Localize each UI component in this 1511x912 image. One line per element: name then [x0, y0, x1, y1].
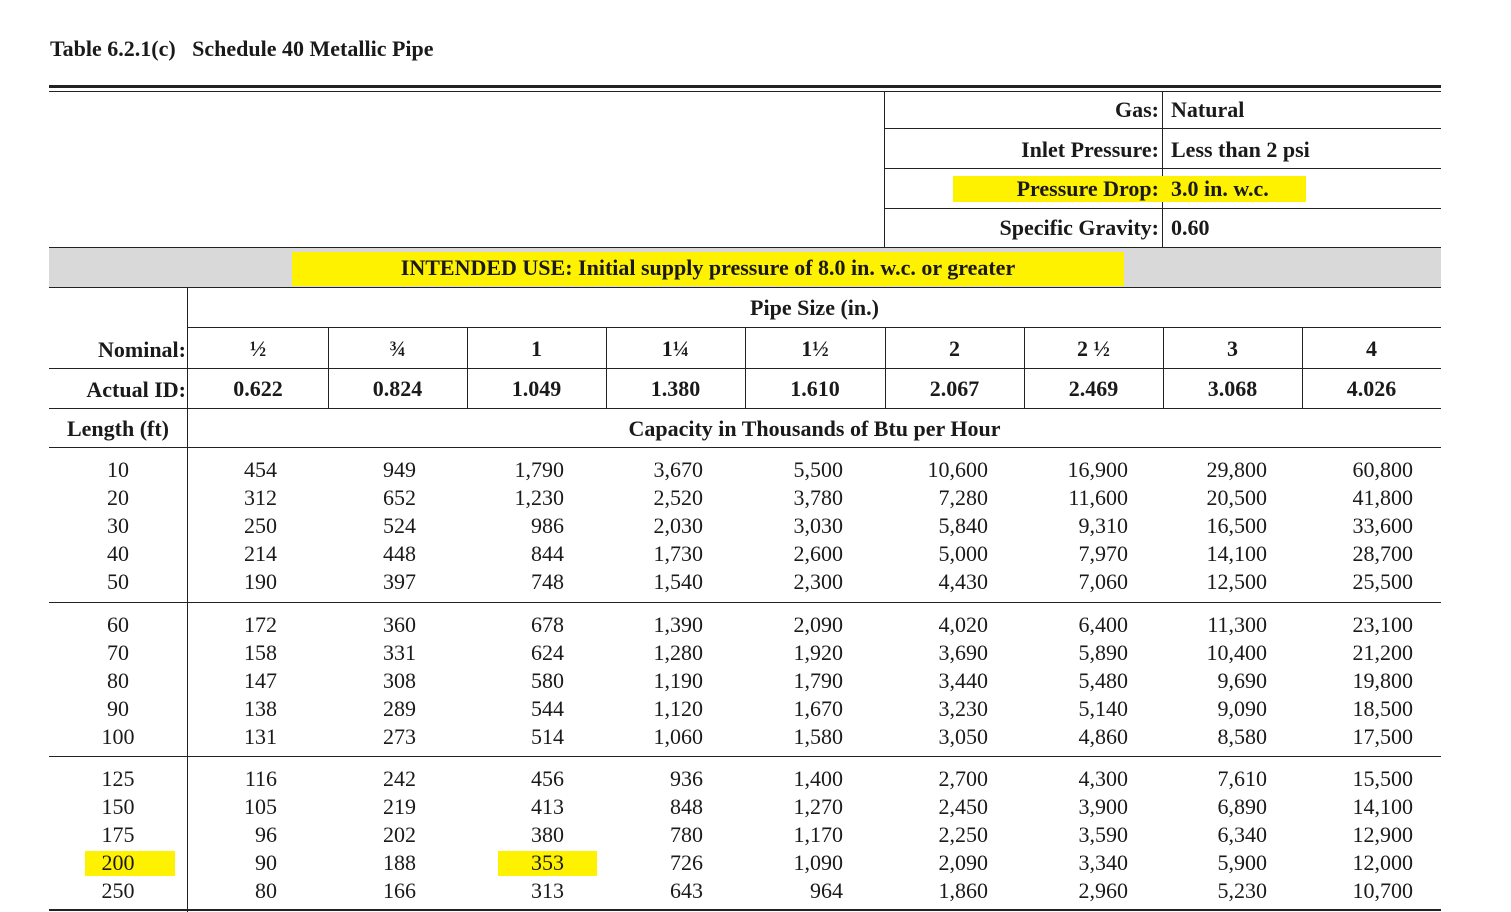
length-value: 125	[101, 766, 135, 791]
actual-id: 2.469	[1068, 376, 1119, 401]
length-value: 200	[101, 850, 135, 875]
capacity-value: 16,900	[1067, 457, 1128, 482]
bottom-rule	[49, 909, 1441, 911]
capacity-value: 5,900	[1217, 850, 1267, 875]
nominal-size: 4	[1366, 336, 1377, 361]
capacity-value: 1,400	[793, 766, 843, 791]
actual-id: 1.610	[790, 376, 840, 401]
capacity-value: 6,340	[1217, 822, 1267, 847]
capacity-value: 1,670	[793, 696, 843, 721]
capacity-value: 7,060	[1078, 569, 1128, 594]
capacity-value: 11,300	[1207, 612, 1267, 637]
capacity-value: 2,090	[938, 850, 988, 875]
capacity-value: 4,300	[1078, 766, 1128, 791]
capacity-value: 2,600	[793, 541, 843, 566]
capacity-value: 580	[531, 668, 564, 693]
capacity-value: 5,000	[938, 541, 988, 566]
capacity-value: 2,520	[653, 485, 703, 510]
actual-id: 4.026	[1346, 376, 1397, 401]
capacity-value: 1,730	[653, 541, 703, 566]
length-value: 70	[107, 640, 129, 665]
capacity-value: 313	[531, 878, 564, 903]
capacity-value: 1,790	[793, 668, 843, 693]
capacity-value: 2,250	[938, 822, 988, 847]
capacity-value: 1,540	[653, 569, 703, 594]
nominal-size: 1¼	[661, 336, 690, 361]
capacity-value: 5,480	[1078, 668, 1128, 693]
group-separator	[49, 602, 1441, 603]
capacity-value: 1,270	[793, 794, 843, 819]
capacity-value: 21,200	[1352, 640, 1413, 665]
condition-value: 0.60	[1171, 215, 1210, 240]
capacity-value: 214	[244, 541, 277, 566]
capacity-value: 25,500	[1352, 569, 1413, 594]
capacity-value: 116	[244, 766, 277, 791]
capacity-value: 848	[670, 794, 703, 819]
capacity-value: 397	[383, 569, 416, 594]
capacity-value: 17,500	[1352, 724, 1413, 749]
capacity-value: 986	[531, 513, 564, 538]
capacity-value: 312	[244, 485, 277, 510]
capacity-value: 16,500	[1206, 513, 1267, 538]
capacity-value: 14,100	[1352, 794, 1413, 819]
nominal-size: ¾	[389, 336, 406, 361]
capacity-value: 190	[244, 569, 277, 594]
capacity-value: 726	[670, 850, 703, 875]
capacity-value: 289	[383, 696, 416, 721]
capacity-value: 172	[244, 612, 277, 637]
capacity-value: 242	[383, 766, 416, 791]
capacity-value: 3,590	[1078, 822, 1128, 847]
capacity-value: 23,100	[1352, 612, 1413, 637]
capacity-value: 12,000	[1352, 850, 1413, 875]
capacity-value: 80	[255, 878, 277, 903]
length-label: Length (ft)	[66, 416, 170, 441]
capacity-value: 5,140	[1078, 696, 1128, 721]
capacity-value: 131	[244, 724, 277, 749]
capacity-value: 2,960	[1078, 878, 1128, 903]
capacity-value: 96	[255, 822, 277, 847]
capacity-value: 3,780	[793, 485, 843, 510]
length-value: 90	[107, 696, 129, 721]
capacity-value: 6,400	[1078, 612, 1128, 637]
capacity-value: 19,800	[1352, 668, 1413, 693]
capacity-value: 780	[670, 822, 703, 847]
nominal-size: 3	[1227, 336, 1238, 361]
capacity-value: 10,400	[1206, 640, 1267, 665]
capacity-value: 5,840	[938, 513, 988, 538]
capacity-value: 6,890	[1217, 794, 1267, 819]
capacity-value: 18,500	[1352, 696, 1413, 721]
capacity-value: 12,900	[1352, 822, 1413, 847]
actual-id: 0.622	[233, 376, 283, 401]
capacity-value: 188	[383, 850, 416, 875]
condition-label: Inlet Pressure:	[1021, 137, 1159, 162]
capacity-value: 4,430	[938, 569, 988, 594]
capacity-value: 29,800	[1206, 457, 1267, 482]
capacity-value: 3,900	[1078, 794, 1128, 819]
capacity-value: 514	[531, 724, 564, 749]
capacity-value: 949	[383, 457, 416, 482]
capacity-value: 3,230	[938, 696, 988, 721]
capacity-value: 1,860	[938, 878, 988, 903]
capacity-value: 166	[383, 878, 416, 903]
actual-id: 2.067	[929, 376, 980, 401]
capacity-value: 3,050	[938, 724, 988, 749]
capacity-value: 678	[531, 612, 564, 637]
capacity-value: 250	[244, 513, 277, 538]
intended-use-text: INTENDED USE: Initial supply pressure of 8.0 in. w.c. or greater	[400, 255, 1016, 280]
capacity-value: 2,030	[653, 513, 703, 538]
capacity-value: 652	[383, 485, 416, 510]
capacity-value: 7,970	[1078, 541, 1128, 566]
capacity-value: 90	[255, 850, 277, 875]
capacity-value: 105	[244, 794, 277, 819]
capacity-value: 1,090	[793, 850, 843, 875]
capacity-value: 524	[383, 513, 416, 538]
actual-id: 0.824	[372, 376, 423, 401]
capacity-value: 10,600	[927, 457, 988, 482]
actual-id: 1.049	[511, 376, 562, 401]
capacity-value: 2,090	[793, 612, 843, 637]
capacity-value: 273	[383, 724, 416, 749]
capacity-value: 448	[383, 541, 416, 566]
capacity-value: 1,280	[653, 640, 703, 665]
capacity-value: 5,500	[793, 457, 843, 482]
capacity-value: 1,790	[514, 457, 564, 482]
capacity-value: 33,600	[1352, 513, 1413, 538]
capacity-value: 4,860	[1078, 724, 1128, 749]
capacity-value: 28,700	[1352, 541, 1413, 566]
capacity-value: 1,060	[653, 724, 703, 749]
capacity-value: 2,700	[938, 766, 988, 791]
condition-value: Less than 2 psi	[1171, 137, 1310, 162]
capacity-value: 353	[531, 850, 564, 875]
capacity-value: 544	[531, 696, 564, 721]
capacity-value: 11,600	[1068, 485, 1128, 510]
actual-id: 1.380	[650, 376, 701, 401]
length-value: 150	[101, 794, 135, 819]
capacity-value: 1,120	[653, 696, 703, 721]
capacity-value: 9,310	[1078, 513, 1128, 538]
nominal-size: 1½	[801, 336, 829, 361]
condition-label: Specific Gravity:	[999, 215, 1159, 240]
nominal-size: 2 ½	[1077, 336, 1110, 361]
capacity-value: 5,230	[1217, 878, 1267, 903]
condition-label: Gas:	[1115, 97, 1159, 122]
capacity-value: 7,610	[1217, 766, 1267, 791]
capacity-value: 1,580	[793, 724, 843, 749]
capacity-value: 1,390	[653, 612, 703, 637]
capacity-value: 60,800	[1352, 457, 1413, 482]
nominal-size: ½	[249, 336, 267, 361]
capacity-value: 380	[531, 822, 564, 847]
capacity-value: 3,030	[793, 513, 843, 538]
actual-id: 3.068	[1207, 376, 1258, 401]
capacity-value: 624	[531, 640, 564, 665]
length-value: 30	[107, 513, 129, 538]
capacity-value: 844	[531, 541, 564, 566]
capacity-value: 454	[244, 457, 277, 482]
capacity-value: 147	[244, 668, 277, 693]
length-value: 20	[107, 485, 129, 510]
table-title: Table 6.2.1(c) Schedule 40 Metallic Pipe	[50, 36, 434, 61]
capacity-value: 219	[383, 794, 416, 819]
capacity-value: 41,800	[1352, 485, 1413, 510]
group-separator	[49, 756, 1441, 757]
condition-value: 3.0 in. w.c.	[1171, 176, 1269, 201]
capacity-value: 1,920	[793, 640, 843, 665]
pipe-size-header: Pipe Size (in.)	[750, 295, 879, 320]
capacity-value: 748	[531, 569, 564, 594]
length-value: 250	[101, 878, 135, 903]
capacity-value: 331	[383, 640, 416, 665]
length-value: 80	[107, 668, 129, 693]
condition-label: Pressure Drop:	[1016, 176, 1159, 201]
capacity-value: 138	[244, 696, 277, 721]
capacity-value: 1,170	[793, 822, 843, 847]
capacity-value: 3,690	[938, 640, 988, 665]
length-value: 175	[101, 822, 135, 847]
capacity-value: 1,190	[653, 668, 703, 693]
capacity-value: 4,020	[938, 612, 988, 637]
length-value: 100	[101, 724, 135, 749]
capacity-value: 643	[670, 878, 703, 903]
capacity-value: 3,340	[1078, 850, 1128, 875]
top-rule	[49, 85, 1441, 88]
capacity-value: 14,100	[1206, 541, 1267, 566]
length-value: 60	[107, 612, 129, 637]
length-value: 10	[107, 457, 129, 482]
capacity-value: 964	[810, 878, 843, 903]
capacity-label: Capacity in Thousands of Btu per Hour	[628, 416, 1001, 441]
length-value: 40	[107, 541, 129, 566]
capacity-value: 20,500	[1206, 485, 1267, 510]
capacity-value: 936	[670, 766, 703, 791]
capacity-value: 2,450	[938, 794, 988, 819]
capacity-value: 308	[383, 668, 416, 693]
length-value: 50	[107, 569, 129, 594]
capacity-value: 1,230	[514, 485, 564, 510]
condition-value: Natural	[1171, 97, 1245, 122]
capacity-value: 202	[383, 822, 416, 847]
capacity-value: 9,690	[1217, 668, 1267, 693]
capacity-value: 15,500	[1352, 766, 1413, 791]
top-rule-thin	[49, 91, 1441, 92]
capacity-value: 456	[531, 766, 564, 791]
capacity-value: 7,280	[938, 485, 988, 510]
capacity-value: 10,700	[1352, 878, 1413, 903]
capacity-value: 360	[383, 612, 416, 637]
capacity-value: 12,500	[1206, 569, 1267, 594]
capacity-value: 3,440	[938, 668, 988, 693]
nominal-label: Nominal:	[98, 337, 186, 362]
actual-id-label: Actual ID:	[86, 377, 186, 402]
capacity-value: 9,090	[1217, 696, 1267, 721]
capacity-value: 3,670	[653, 457, 703, 482]
capacity-value: 2,300	[793, 569, 843, 594]
nominal-size: 2	[949, 336, 960, 361]
capacity-value: 8,580	[1217, 724, 1267, 749]
capacity-value: 158	[244, 640, 277, 665]
capacity-value: 5,890	[1078, 640, 1128, 665]
capacity-value: 413	[531, 794, 564, 819]
nominal-size: 1	[531, 336, 542, 361]
